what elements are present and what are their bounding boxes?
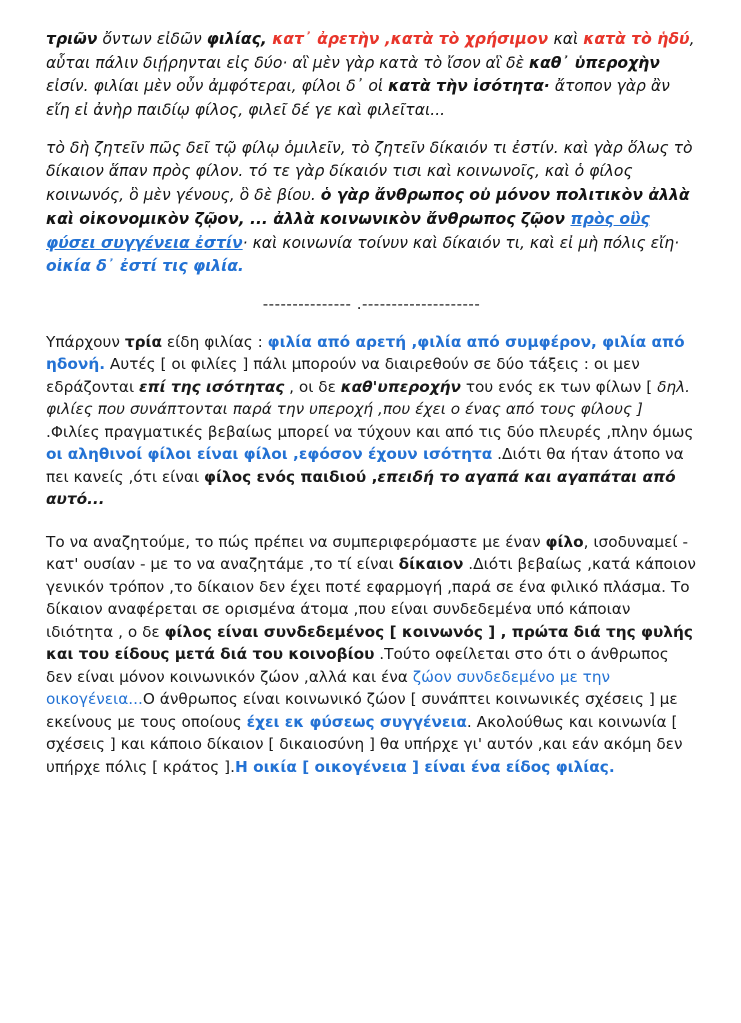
tr-p1-seg-6: επί της ισότητας: [138, 377, 285, 396]
tr-p1-seg-5: Αυτές [ οι φιλίες ] πάλι μπορούν να διαιρεθούν σε δύο τάξεις : οι μεν εδράζονται: [46, 355, 640, 396]
greek-paragraph-1: [46, 28, 697, 123]
translation-paragraph-2: [46, 531, 697, 778]
greek-p1-seg-8: καθ᾽ ὑπεροχὴν: [528, 53, 660, 72]
greek-original-section: [46, 28, 697, 279]
tr-p2-seg-9: Ο άνθρωπος είναι κοινωνικό ζώον [ συνάπτει κοινωνικές σχέσεις ] με εκείνους με τους οποίους: [46, 690, 678, 731]
greek-p1-seg-9: εἰσίν. φιλίαι μὲν οὖν ἀμφότεραι, φίλοι δ᾽ οἱ: [46, 77, 389, 96]
tr-p1-seg-4: φιλία από αρετή ,φιλία από συμφέρον, φιλία από ηδονή.: [46, 332, 685, 374]
tr-p2-seg-3: , ισοδυναμεί - κατ' ουσίαν - με το να αναζητάμε ,το τί είναι: [46, 532, 688, 574]
greek-p1-seg-10: κατὰ τὴν ἰσότητα·: [388, 77, 550, 96]
tr-p1-seg-3: είδη φιλίας :: [162, 332, 268, 351]
tr-p2-seg-1: Το να αναζητούμε, το πώς πρέπει να συμπεριφερόμαστε με έναν: [46, 532, 546, 551]
section-divider: --------------- .--------------------: [262, 294, 481, 313]
greek-p2-seg-2: ὁ γὰρ ἄνθρωπος οὐ μόνον πολιτικὸν ἀλλὰ καὶ οἰκονομικὸν ζῷον, ... ἀλλὰ κοινωνικὸν ἄνθρωπος ζῷον: [46, 186, 690, 228]
tr-p1-seg-10: δηλ. φιλίες που συνάπτονται παρά την υπεροχή ,που έχει ο ένας από τους φίλους ]: [46, 377, 691, 419]
tr-p2-seg-10: έχει εκ φύσεως συγγένεια: [246, 712, 467, 731]
greek-p1-seg-6: κατὰ τὸ ἡδύ: [583, 30, 690, 48]
tr-p1-seg-7: , οι δε: [284, 377, 341, 396]
greek-p1-seg-7: , αὗται πάλιν διῄρηνται εἰς δύο· αἳ μὲν γὰρ κατὰ τὸ ἴσον αἳ δὲ: [46, 30, 695, 72]
translation-section: [46, 331, 697, 778]
tr-p1-seg-14: φίλος ενός παιδιού ,: [204, 467, 378, 486]
tr-p1-seg-13: .Διότι θα ήταν άτοπο να πει κανείς ,ότι είναι: [46, 445, 684, 486]
greek-p1-seg-1: τριῶν: [46, 30, 98, 48]
tr-p1-seg-12: οι αληθινοί φίλοι είναι φίλοι ,εφόσον έχουν ισότητα: [46, 445, 493, 464]
tr-p2-seg-5: .Διότι βεβαίως ,κατά κάποιον γενικόν τρόπον ,το δίκαιον δεν έχει ποτέ εφαρμογή ,παρά σε ένα φιλικό πλάσμα. Το δίκαιον αναφέρεται σε ορισμένα άτομα ,που είναι συνδεδεμένα υπό κάποιαν ιδιότητα , ο δε: [46, 555, 696, 641]
tr-p2-seg-8: ζώον συνδεδεμένο με την οικογένεια...: [46, 667, 611, 709]
tr-p2-seg-2: φίλο: [545, 532, 584, 551]
greek-p1-seg-5: καὶ: [553, 30, 584, 48]
translation-paragraph-1: [46, 331, 697, 511]
tr-p1-seg-2: τρία: [124, 332, 162, 351]
greek-p2-seg-5: οἰκία δ᾽ ἐστί τις φιλία.: [46, 257, 244, 276]
greek-p1-seg-3: φιλίας,: [206, 30, 267, 48]
greek-p1-seg-11: ἄτοπον γὰρ ἂν εἴη εἰ ἀνὴρ παιδίῳ φίλος, φιλεῖ δέ γε καὶ φιλεῖται...: [46, 77, 670, 120]
tr-p2-seg-12: Η οικία [ οικογένεια ] είναι ένα είδος φιλίας.: [234, 757, 615, 776]
tr-p2-seg-11: . Ακολούθως και κοινωνία [ σχέσεις ] και κάποιο δίκαιον [ δικαιοσύνη ] θα υπήρχε γι' αυτόν ,και εάν ακόμη δεν υπήρχε πόλις [ κράτος ].: [46, 712, 683, 776]
tr-p1-seg-15: επειδή το αγαπά και αγαπάται από αυτό...: [46, 467, 676, 509]
greek-p2-seg-1: τὸ δὴ ζητεῖν πῶς δεῖ τῷ φίλῳ ὁμιλεῖν, τὸ ζητεῖν δίκαιόν τι ἐστίν. καὶ γὰρ ὅλως τὸ δίκαιον ἅπαν πρὸς φίλον. τό τε γὰρ δίκαιόν τισι καὶ κοινωνοῖς, καὶ ὁ φίλος κοινωνός, ὃ μὲν γένους, ὃ δὲ βίου.: [46, 138, 693, 205]
greek-p2-seg-4: · καὶ κοινωνία τοίνυν καὶ δίκαιόν τι, καὶ εἰ μὴ πόλις εἴη·: [242, 233, 680, 252]
greek-p1-seg-2: ὄντων εἰδῶν: [97, 30, 207, 48]
greek-p1-seg-4: κατ᾽ ἀρετὴν ,κατὰ τὸ χρήσιμον: [266, 30, 554, 48]
tr-p2-seg-7: .Τούτο οφείλεται στο ότι ο άνθρωπος δεν είναι μόνον κοινωνικόν ζώον ,αλλά και ένα: [46, 645, 669, 686]
greek-paragraph-2: [46, 137, 697, 279]
tr-p2-seg-4: δίκαιον: [398, 555, 464, 574]
tr-p1-seg-11: .Φιλίες πραγματικές βεβαίως μπορεί να τύχουν και από τις δύο πλευρές ,πλην όμως: [46, 422, 694, 441]
tr-p1-seg-9: του ενός εκ των φίλων [: [460, 377, 658, 396]
tr-p2-seg-6: φίλος είναι συνδεδεμένος [ κοινωνός ] , πρώτα διά της φυλής και του είδους μετά διά του κοινοβίου: [46, 622, 693, 664]
tr-p1-seg-8: καθ'υπεροχήν: [340, 377, 461, 396]
greek-p2-link[interactable]: πρὸς οὓς φύσει συγγένεια ἐστίν: [46, 209, 650, 252]
tr-p1-seg-1: Υπάρχουν: [46, 332, 125, 351]
